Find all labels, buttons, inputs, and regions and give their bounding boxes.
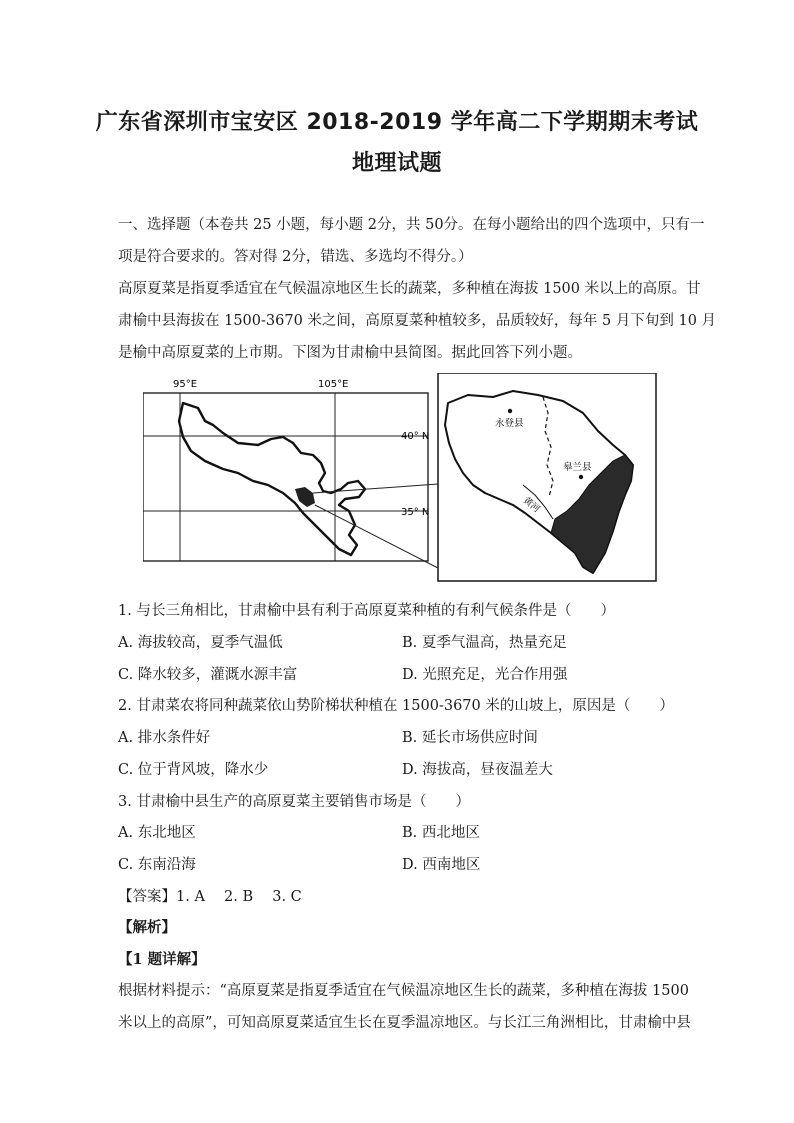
q2-option-b[interactable]: B. 延长市场供应时间 xyxy=(402,730,538,746)
q2-option-a[interactable]: A. 排水条件好 xyxy=(118,730,211,746)
q1-option-d[interactable]: D. 光照充足，光合作用强 xyxy=(402,667,568,683)
question-2-stem: 2. 甘肃菜农将同种蔬菜依山势阶梯状种植在 1500-3670 米的山坡上，原因是（ ） xyxy=(118,698,674,714)
yuzhong-county-map xyxy=(143,373,658,583)
detail-line-1: 根据材料提示：“高原夏菜是指夏季适宜在气候温凉地区生长的蔬菜，多种植在海拔 1500 xyxy=(118,983,689,999)
document-subtitle: 地理试题 xyxy=(351,151,442,176)
q1-option-c[interactable]: C. 降水较多，灌溉水源丰富 xyxy=(118,667,298,683)
q1-option-a[interactable]: A. 海拔较高，夏季气温低 xyxy=(118,635,283,651)
label-yellow-river: 黄河 xyxy=(521,495,542,515)
q3-option-d[interactable]: D. 西南地区 xyxy=(402,857,481,873)
q2-option-d[interactable]: D. 海拔高，昼夜温差大 xyxy=(402,762,553,778)
detail-line-2: 米以上的高原”，可知高原夏菜适宜生长在夏季温凉地区。与长江三角洲相比，甘肃榆中县 xyxy=(118,1015,691,1031)
section-intro-line-2: 项是符合要求的。答对得 2分，错选、多选均不得分。） xyxy=(118,249,473,265)
material-line-1: 高原夏菜是指夏季适宜在气候温凉地区生长的蔬菜，多种植在海拔 1500 米以上的高原。甘 xyxy=(118,281,701,297)
analysis-heading: 【解析】 xyxy=(118,919,176,936)
yuzhong-highlight-small xyxy=(295,487,315,507)
detail-heading-1: 【1 题详解】 xyxy=(118,951,206,968)
q3-option-a[interactable]: A. 东北地区 xyxy=(118,825,196,841)
label-105e: 105°E xyxy=(318,379,349,390)
gaolan-point xyxy=(579,475,583,479)
connector-top xyxy=(313,484,438,493)
q2-option-c[interactable]: C. 位于背风坡，降水少 xyxy=(118,762,269,778)
question-3-stem: 3. 甘肃榆中县生产的高原夏菜主要销售市场是（ ） xyxy=(118,794,470,810)
q3-option-c[interactable]: C. 东南沿海 xyxy=(118,857,196,873)
document-title: 广东省深圳市宝安区 2018-2019 学年高二下学期期末考试 xyxy=(95,110,699,135)
q1-option-b[interactable]: B. 夏季气温高，热量充足 xyxy=(402,635,567,651)
label-40n: 40° N xyxy=(401,431,430,442)
label-gaolan: 皋兰县 xyxy=(563,462,592,473)
label-yongdeng: 永登县 xyxy=(495,418,524,429)
left-map-frame xyxy=(143,393,428,561)
material-line-2: 肃榆中县海拔在 1500-3670 米之间，高原夏菜种植较多，品质较好，每年 5 月下旬到 10 月 xyxy=(118,313,717,329)
q3-option-b[interactable]: B. 西北地区 xyxy=(402,825,480,841)
gansu-outline xyxy=(179,403,365,555)
label-35n: 35° N xyxy=(401,507,430,518)
material-line-3: 是榆中高原夏菜的上市期。下图为甘肃榆中县简图。据此回答下列小题。 xyxy=(118,345,582,361)
yongdeng-point xyxy=(508,409,512,413)
question-1-stem: 1. 与长三角相比，甘肃榆中县有利于高原夏菜种植的有利气候条件是（ ） xyxy=(118,603,615,619)
answer-line: 【答案】1. A 2. B 3. C xyxy=(118,889,302,905)
label-95e: 95°E xyxy=(173,379,198,390)
section-intro-line-1: 一、选择题（本卷共 25 小题，每小题 2分，共 50分。在每小题给出的四个选项中，只有一 xyxy=(118,217,705,233)
county-boundary xyxy=(543,397,553,497)
